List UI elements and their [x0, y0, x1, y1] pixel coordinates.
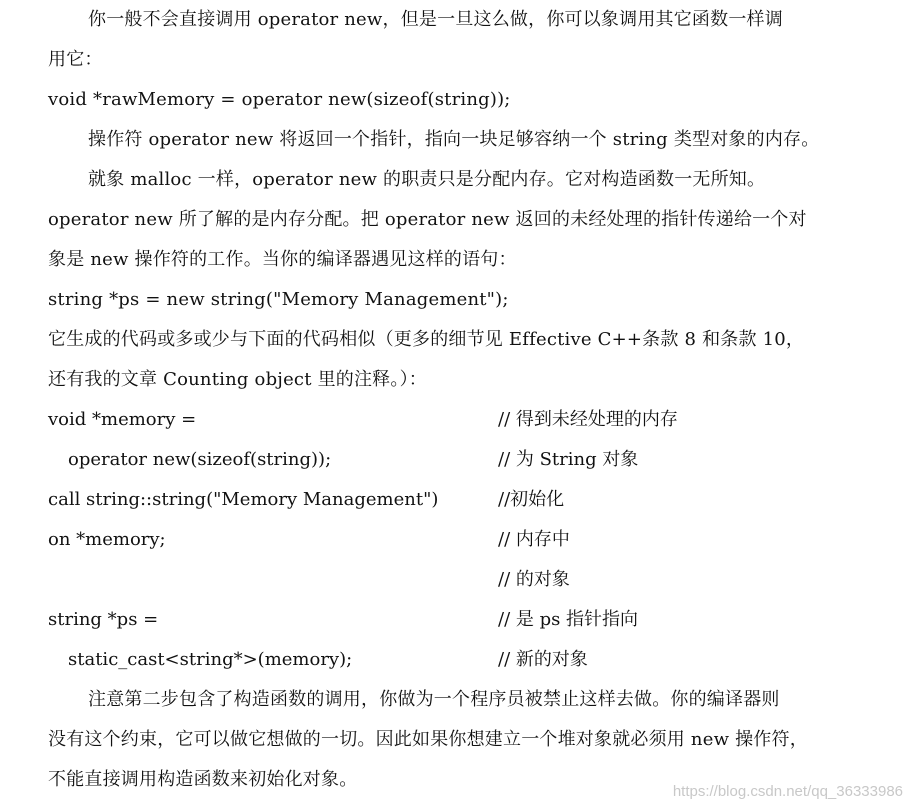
code-line-raw-memory: void *rawMemory = operator new(sizeof(string)); [48, 89, 511, 110]
code-block-line-4-comment: // 内存中 [498, 529, 570, 550]
code-block-line-7-comment: // 新的对象 [498, 649, 588, 670]
paragraph-5-line-3: 不能直接调用构造函数来初始化对象。 [48, 769, 358, 790]
code-block-line-3-code: call string::string("Memory Management") [48, 489, 439, 510]
paragraph-1-line-1: 你一般不会直接调用 operator new，但是一旦这么做，你可以象调用其它函数一样调 [88, 9, 783, 30]
paragraph-4-line-1: 它生成的代码或多或少与下面的代码相似（更多的细节见 Effective C++条款 8 和条款 10， [48, 329, 805, 350]
paragraph-1-line-2: 用它： [48, 49, 103, 70]
paragraph-3-line-1: 就象 malloc 一样，operator new 的职责只是分配内存。它对构造函数一无所知。 [88, 169, 766, 190]
code-block-line-2-comment: // 为 String 对象 [498, 449, 639, 470]
code-block-line-4-code: on *memory; [48, 529, 166, 550]
code-block-line-7-code: static_cast<string*>(memory); [68, 649, 353, 670]
code-line-new-string: string *ps = new string("Memory Management"); [48, 289, 509, 310]
code-block-line-2-code: operator new(sizeof(string)); [68, 449, 332, 470]
paragraph-4-line-2: 还有我的文章 Counting object 里的注释。）： [48, 369, 427, 390]
paragraph-5-line-1: 注意第二步包含了构造函数的调用，你做为一个程序员被禁止这样去做。你的编译器则 [88, 689, 780, 710]
code-block-line-6-code: string *ps = [48, 609, 159, 630]
paragraph-5-line-2: 没有这个约束，它可以做它想做的一切。因此如果你想建立一个堆对象就必须用 new 操作符， [48, 729, 808, 750]
code-block-line-5-comment: // 的对象 [498, 569, 570, 590]
watermark-text: https://blog.csdn.net/qq_36333986 [672, 783, 903, 800]
paragraph-3-line-2: operator new 所了解的是内存分配。把 operator new 返回的未经处理的指针传递给一个对 [48, 209, 807, 230]
paragraph-3-line-3: 象是 new 操作符的工作。当你的编译器遇见这样的语句： [48, 249, 517, 270]
code-block-line-3-comment: //初始化 [498, 489, 565, 510]
paragraph-2: 操作符 operator new 将返回一个指针，指向一块足够容纳一个 string 类型对象的内存。 [88, 129, 820, 150]
code-block-line-6-comment: // 是 ps 指针指向 [498, 609, 639, 630]
code-block-line-1-code: void *memory = [48, 409, 197, 430]
code-block-line-1-comment: // 得到未经处理的内存 [498, 409, 678, 430]
